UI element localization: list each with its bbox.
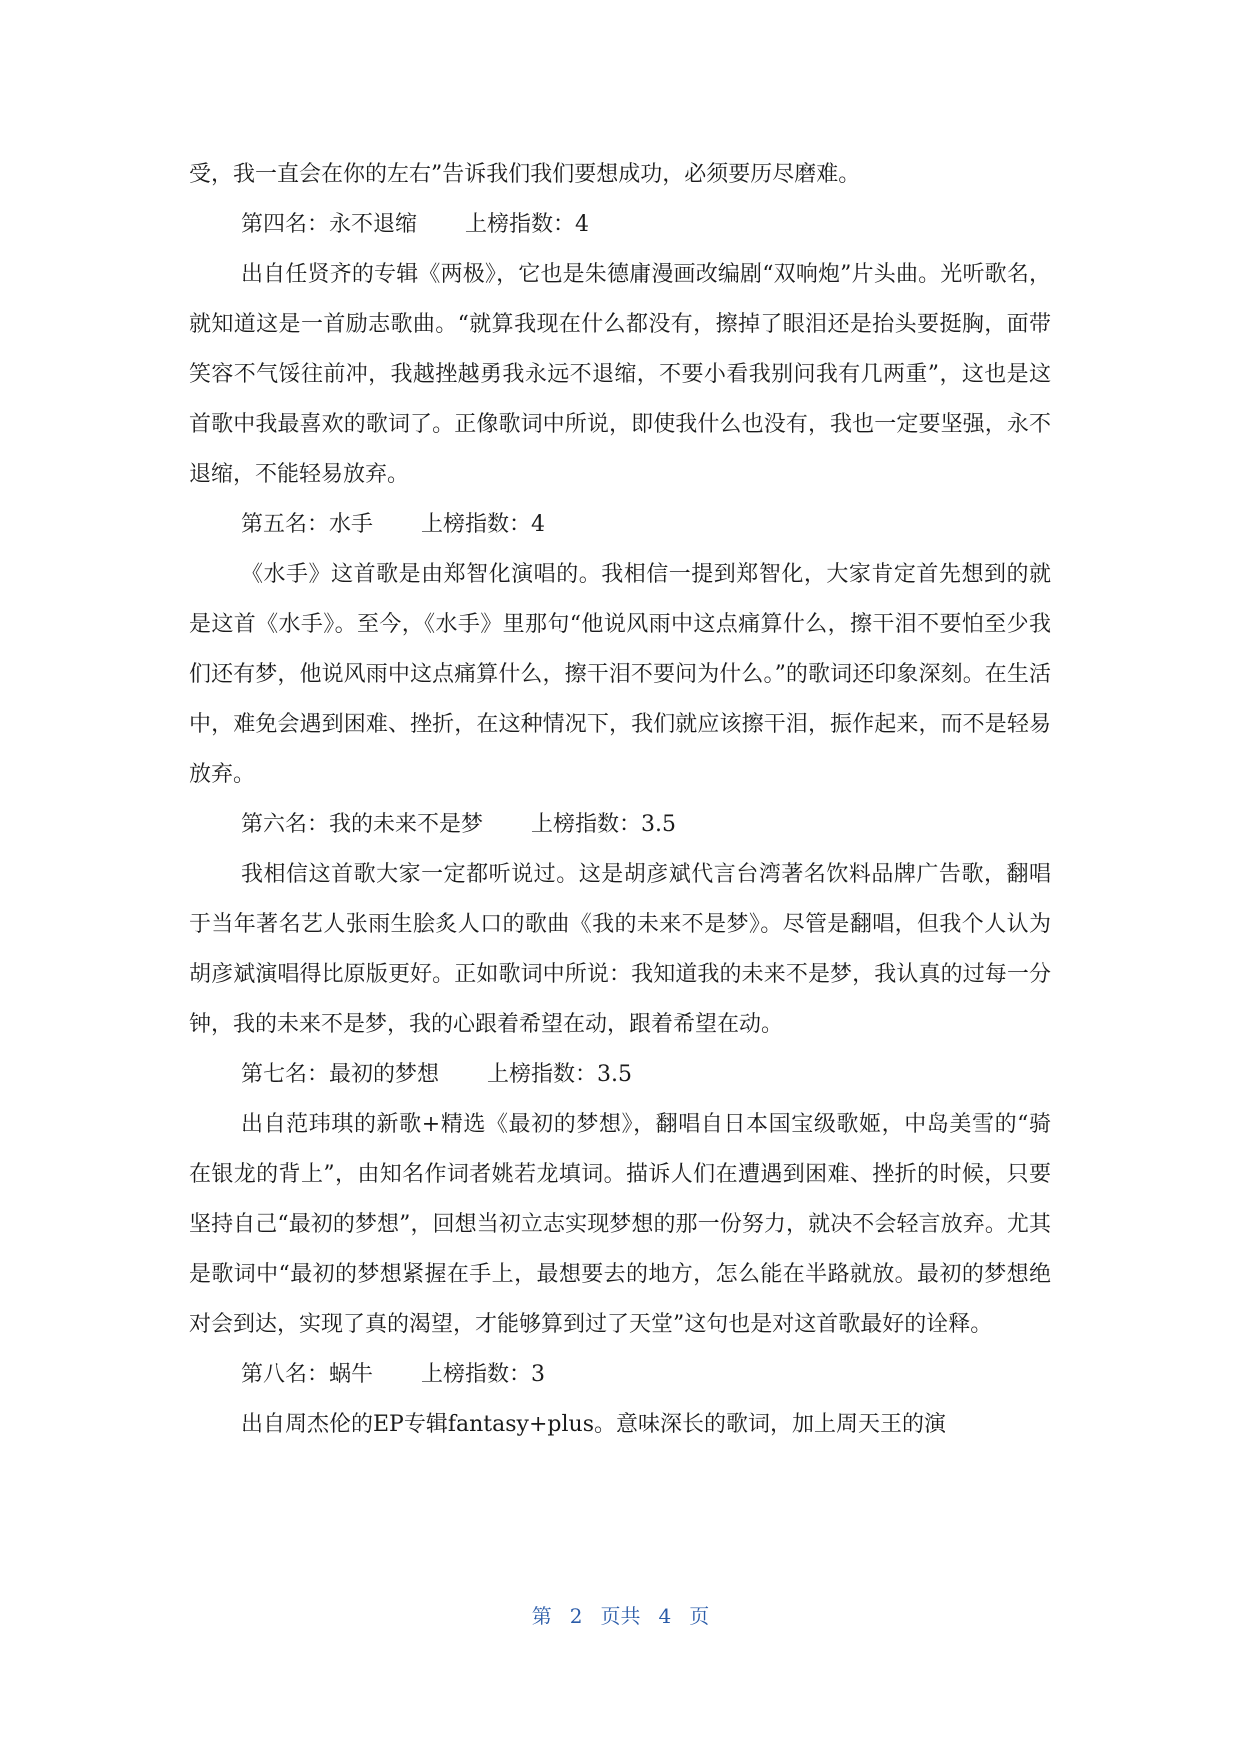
footer-label: 页: [689, 1604, 710, 1628]
rank-score: 上榜指数：4: [465, 212, 590, 237]
document-body: [189, 150, 1051, 1450]
rank-score: 上榜指数：3.5: [531, 812, 677, 837]
total-pages-number: 4: [658, 1604, 672, 1628]
ranking-heading: [189, 200, 1051, 250]
paragraph: 出自范玮琪的新歌+精选《最初的梦想》，翻唱自日本国宝级歌姬，中岛美雪的“骑在银龙的背上”，由知名作词者姚若龙填词。描诉人们在遭遇到困难、挫折的时候，只要坚持自己“最初的梦想”，回想当初立志实现梦想的那一份努力，就决不会轻言放弃。尤其是歌词中“最初的梦想紧握在手上，最想要去的地方，怎么能在半路就放。最初的梦想绝对会到达，实现了真的渴望，才能够算到过了天堂”这句也是对这首歌最好的诠释。: [189, 1112, 1051, 1337]
rank-score: 上榜指数：4: [421, 512, 546, 537]
paragraph: 我相信这首歌大家一定都听说过。这是胡彦斌代言台湾著名饮料品牌广告歌，翻唱于当年著名艺人张雨生脍炙人口的歌曲《我的未来不是梦》。尽管是翻唱，但我个人认为胡彦斌演唱得比原版更好。正如歌词中所说：我知道我的未来不是梦，我认真的过每一分钟，我的未来不是梦，我的心跟着希望在动，跟着希望在动。: [189, 862, 1051, 1037]
rank-title: 第七名：最初的梦想: [241, 1062, 440, 1087]
paragraph: 出自周杰伦的EP专辑fantasy+plus。意味深长的歌词，加上周天王的演: [241, 1412, 946, 1437]
paragraph: 出自任贤齐的专辑《两极》，它也是朱德庸漫画改编剧“双响炮”片头曲。光听歌名，就知道这是一首励志歌曲。“就算我现在什么都没有，擦掉了眼泪还是抬头要挺胸，面带笑容不气馁往前冲，我越挫越勇我永远不退缩，不要小看我别问我有几两重”，这也是这首歌中我最喜欢的歌词了。正像歌词中所说，即使我什么也没有，我也一定要坚强，永不退缩，不能轻易放弃。: [189, 262, 1051, 487]
footer-label: 页共: [600, 1604, 641, 1628]
paragraph: 受，我一直会在你的左右”告诉我们我们要想成功，必须要历尽磨难。: [189, 162, 861, 187]
paragraph: 《水手》这首歌是由郑智化演唱的。我相信一提到郑智化，大家肯定首先想到的就是这首《水手》。至今，《水手》里那句“他说风雨中这点痛算什么，擦干泪不要怕至少我们还有梦，他说风雨中这点痛算什么，擦干泪不要问为什么。”的歌词还印象深刻。在生活中，难免会遇到困难、挫折，在这种情况下，我们就应该擦干泪，振作起来，而不是轻易放弃。: [189, 562, 1051, 787]
rank-title: 第五名：水手: [241, 512, 374, 537]
rank-title: 第六名：我的未来不是梦: [241, 812, 484, 837]
rank-title: 第四名：永不退缩: [241, 212, 418, 237]
ranking-heading: [189, 1350, 1051, 1400]
footer-label: 第: [531, 1604, 552, 1628]
rank-score: 上榜指数：3: [421, 1362, 546, 1387]
ranking-heading: [189, 800, 1051, 850]
ranking-heading: [189, 500, 1051, 550]
current-page-number: 2: [569, 1604, 583, 1628]
page-footer: [0, 1600, 1241, 1629]
rank-title: 第八名：蜗牛: [241, 1362, 374, 1387]
ranking-heading: [189, 1050, 1051, 1100]
rank-score: 上榜指数：3.5: [487, 1062, 633, 1087]
